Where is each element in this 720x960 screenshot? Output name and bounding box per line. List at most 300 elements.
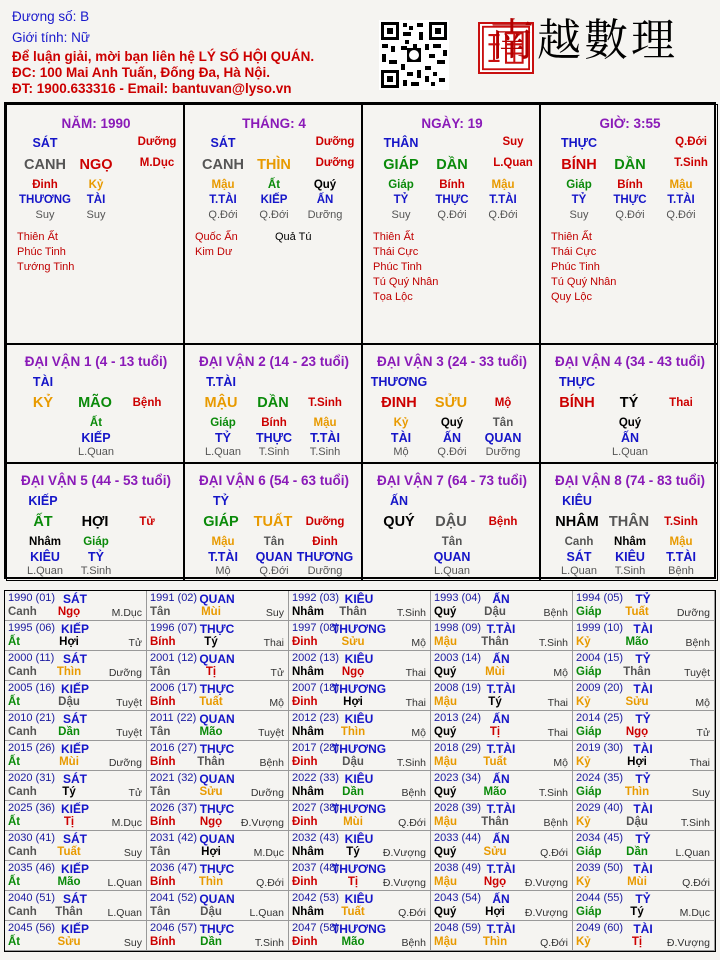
header	[0, 0, 720, 100]
year-chi: Tị	[205, 666, 217, 678]
pillar-h3-0: Q.Đới	[208, 209, 238, 221]
year-god: T.TÀI	[486, 742, 516, 756]
year-chi: Tị	[489, 726, 501, 738]
dai-van-god: THƯƠNG	[370, 375, 428, 389]
dai-van-cell	[184, 463, 362, 581]
pillar-title: GIỜ: 3:55	[599, 116, 661, 131]
dai-van-h1-0: Kỷ	[393, 417, 409, 429]
year-stage: M.Dục	[111, 607, 142, 619]
year-cell	[5, 921, 147, 951]
year-god: THƯƠNG	[331, 922, 387, 936]
year-stage: Suy	[123, 847, 142, 859]
dai-van-stage: T.Sinh	[308, 397, 342, 409]
dai-van-h2-1: QUAN	[433, 550, 471, 564]
year-label: 2006 (17)	[150, 682, 198, 694]
year-label: 2043 (54)	[434, 892, 482, 904]
year-stage: Đ.Vượng	[382, 877, 426, 889]
year-label: 2013 (24)	[434, 712, 482, 724]
year-cell	[147, 801, 289, 831]
year-cell	[573, 681, 715, 711]
year-label: 2041 (52)	[150, 892, 198, 904]
dai-van-stage: Bệnh	[132, 397, 162, 409]
year-cell	[573, 831, 715, 861]
dai-van-h2-1: ẤN	[620, 431, 640, 445]
pillar-h2-1: TÀI	[86, 194, 106, 206]
year-cell	[573, 921, 715, 951]
dai-van-h3-1: Q.Đới	[259, 565, 289, 577]
year-cell	[5, 891, 147, 921]
pillar-mid-2: M.Dục	[139, 157, 175, 169]
star-note: Tọa Lộc	[373, 291, 413, 303]
star-note: Thái Cực	[551, 246, 597, 258]
year-chi: Sửu	[57, 936, 81, 948]
dai-van-h3-2: Bệnh	[668, 565, 694, 577]
star-note: Thái Cực	[373, 246, 419, 258]
dai-van-can: GIÁP	[203, 514, 239, 530]
year-label: 2037 (48)	[292, 862, 340, 874]
year-cell	[147, 651, 289, 681]
dai-van-can: NHÂM	[555, 514, 599, 530]
dai-van-h1-2: Mậu	[669, 536, 693, 548]
address-line: ĐC: 100 Mai Anh Tuấn, Đống Đa, Hà Nội.	[12, 65, 271, 80]
dai-van-cell	[540, 463, 718, 581]
year-label: 2009 (20)	[576, 682, 624, 694]
year-stage: Đ.Vượng	[240, 817, 284, 829]
year-stage: Thai	[405, 667, 426, 679]
year-stage: L.Quan	[107, 877, 142, 889]
year-can: Đinh	[292, 636, 318, 648]
year-can: Quý	[434, 786, 457, 798]
dai-van-can: ĐINH	[381, 395, 417, 411]
year-can: Canh	[8, 606, 37, 618]
pillar-top-0: SÁT	[32, 136, 58, 150]
year-can: Giáp	[576, 726, 602, 738]
year-stage: Q.Đới	[398, 817, 426, 829]
year-god: TÀI	[633, 802, 653, 816]
year-god: ẤN	[492, 772, 510, 786]
year-god: SÁT	[63, 712, 87, 726]
year-label: 1998 (09)	[434, 622, 482, 634]
year-label: 2021 (32)	[150, 772, 198, 784]
year-cell	[431, 801, 573, 831]
year-label: 2046 (57)	[150, 922, 198, 934]
dai-van-chi: TUẤT	[253, 514, 293, 530]
year-cell	[147, 621, 289, 651]
dai-van-cell	[6, 463, 184, 581]
year-god: THƯƠNG	[331, 742, 387, 756]
year-cell	[147, 591, 289, 621]
pillar-h3-2: Q.Đới	[488, 209, 518, 221]
year-can: Mậu	[434, 696, 457, 708]
pillar-h1-1: Kỷ	[88, 179, 104, 191]
year-stage: Tử	[128, 637, 142, 649]
year-label: 1997 (08)	[292, 622, 340, 634]
year-cell	[431, 861, 573, 891]
year-can: Tân	[150, 606, 171, 618]
year-label: 2001 (12)	[150, 652, 198, 664]
pillar-h3-1: Q.Đới	[615, 209, 645, 221]
year-chi: Tý	[346, 846, 360, 858]
dai-van-cell	[540, 344, 718, 463]
year-god: KIẾP	[60, 682, 90, 696]
dai-van-cell	[362, 463, 540, 581]
year-label: 1995 (06)	[8, 622, 56, 634]
year-chi: Thân	[481, 636, 509, 648]
year-stage: Bệnh	[543, 817, 568, 829]
year-stage: Dưỡng	[108, 667, 142, 679]
dai-van-god: TỶ	[213, 494, 229, 508]
year-can: Kỷ	[576, 696, 591, 708]
year-stage: Tuyệt	[258, 727, 284, 739]
year-chi: Tý	[62, 786, 76, 798]
year-chi: Dần	[342, 786, 364, 798]
year-stage: Tuyệt	[116, 697, 142, 709]
year-label: 2027 (38)	[292, 802, 340, 814]
star-note: Thiên Ất	[373, 231, 414, 243]
year-chi: Dậu	[200, 906, 222, 918]
dai-van-h2-2: THƯƠNG	[296, 550, 354, 564]
dai-van-h1-1: Tân	[441, 536, 463, 548]
pillar-top-2: Dưỡng	[137, 136, 177, 148]
year-stage: Q.Đới	[398, 907, 426, 919]
year-can: Canh	[8, 906, 37, 918]
year-cell	[573, 861, 715, 891]
year-chi: Dần	[58, 726, 80, 738]
pillar-h2-1: KIẾP	[260, 194, 288, 206]
year-can: Bính	[150, 696, 176, 708]
year-chi: Tý	[488, 696, 502, 708]
pillar-cell	[184, 104, 362, 344]
year-chi: Dần	[626, 846, 648, 858]
year-cell	[289, 741, 431, 771]
year-stage: Dưỡng	[108, 757, 142, 769]
dai-van-h1-1: Giáp	[83, 536, 109, 548]
dai-van-h3-1: T.Sinh	[614, 565, 646, 577]
year-can: Ất	[8, 936, 21, 948]
year-label: 2044 (55)	[576, 892, 624, 904]
year-cell	[573, 711, 715, 741]
pillar-title: THÁNG: 4	[242, 116, 306, 131]
year-god: TÀI	[633, 622, 653, 636]
year-god: QUAN	[199, 712, 235, 726]
year-chi: Ngọ	[199, 816, 223, 828]
year-stage: Thai	[547, 697, 568, 709]
year-chi: Hợi	[201, 846, 221, 858]
year-label: 2022 (33)	[292, 772, 340, 784]
year-god: T.TÀI	[486, 622, 516, 636]
year-stage: L.Quan	[675, 847, 710, 859]
year-chi: Thìn	[624, 786, 650, 798]
year-can: Đinh	[292, 816, 318, 828]
year-chi: Sửu	[341, 636, 365, 648]
dai-van-title: ĐẠI VẬN 2 (14 - 23 tuổi)	[198, 354, 350, 369]
dai-van-h2-1: QUAN	[255, 550, 293, 564]
year-cell	[431, 771, 573, 801]
year-chi: Tị	[347, 876, 359, 888]
phone-email-line: ĐT: 1900.633316 - Email: bantuvan@lyso.vn	[12, 81, 292, 96]
year-can: Kỷ	[576, 756, 591, 768]
year-can: Canh	[8, 786, 37, 798]
year-god: THƯƠNG	[331, 862, 387, 876]
year-god: SÁT	[63, 652, 87, 666]
year-stage: Bệnh	[685, 637, 710, 649]
star-note: Kim Dư	[195, 246, 233, 258]
year-label: 2023 (34)	[434, 772, 482, 784]
year-label: 2034 (45)	[576, 832, 624, 844]
year-stage: Mộ	[553, 757, 568, 769]
year-cell	[431, 711, 573, 741]
dai-van-h2-1: ẤN	[442, 431, 462, 445]
year-can: Quý	[434, 846, 457, 858]
year-cell	[147, 771, 289, 801]
dai-van-title: ĐẠI VẬN 7 (64 - 73 tuổi)	[376, 473, 528, 488]
dai-van-title: ĐẠI VẬN 5 (44 - 53 tuổi)	[20, 473, 172, 488]
year-cell	[289, 651, 431, 681]
year-stage: Q.Đới	[540, 847, 568, 859]
year-label: 2036 (47)	[150, 862, 198, 874]
year-can: Mậu	[434, 816, 457, 828]
year-label: 2003 (14)	[434, 652, 482, 664]
dai-van-h1-1: Tân	[263, 536, 285, 548]
year-god: KIẾP	[60, 622, 90, 636]
year-chi: Tuất	[483, 756, 507, 768]
year-cell	[289, 681, 431, 711]
dai-van-stage: T.Sinh	[664, 516, 698, 528]
year-chi: Ngọ	[483, 876, 507, 888]
year-god: TÀI	[633, 682, 653, 696]
year-chi: Mùi	[59, 756, 79, 768]
year-cell	[5, 621, 147, 651]
year-chi: Ngọ	[57, 606, 81, 618]
year-can: Quý	[434, 606, 457, 618]
year-label: 2007 (18)	[292, 682, 340, 694]
year-cell	[431, 921, 573, 951]
year-can: Kỷ	[576, 636, 591, 648]
year-can: Ất	[8, 756, 21, 768]
dai-van-god: ẤN	[389, 494, 409, 508]
year-cell	[5, 681, 147, 711]
brand-first-char: 南	[490, 15, 537, 66]
dai-van-h3-2: Dưỡng	[307, 565, 343, 577]
year-god: KIÊU	[344, 652, 374, 666]
year-stage: Bệnh	[401, 787, 426, 799]
year-can: Bính	[150, 876, 176, 888]
year-stage: Q.Đới	[682, 877, 710, 889]
year-stage: L.Quan	[107, 907, 142, 919]
year-god: T.TÀI	[486, 862, 516, 876]
year-cell	[573, 591, 715, 621]
year-stage: Đ.Vượng	[524, 907, 568, 919]
year-god: TỶ	[635, 592, 651, 606]
year-chi: Mùi	[627, 876, 647, 888]
year-label: 2039 (50)	[576, 862, 624, 874]
year-god: QUAN	[199, 892, 235, 906]
year-label: 2000 (11)	[8, 652, 55, 664]
annual-luck-table	[4, 590, 716, 952]
year-god: ẤN	[492, 892, 510, 906]
year-god: KIẾP	[60, 862, 90, 876]
pillar-mid-0: BÍNH	[561, 157, 597, 173]
year-cell	[5, 591, 147, 621]
dai-van-h3-1: Q.Đới	[437, 446, 467, 458]
year-label: 2016 (27)	[150, 742, 198, 754]
pillar-top-2: Q.Đới	[675, 136, 707, 148]
year-stage: Thai	[263, 637, 284, 649]
year-can: Tân	[150, 786, 171, 798]
pillar-h1-1: Bính	[617, 179, 643, 191]
year-chi: Mùi	[485, 666, 505, 678]
year-chi: Tý	[204, 636, 218, 648]
year-can: Quý	[434, 666, 457, 678]
year-can: Giáp	[576, 606, 602, 618]
year-cell	[289, 891, 431, 921]
year-chi: Hợi	[59, 636, 79, 648]
year-label: 2020 (31)	[8, 772, 56, 784]
year-cell	[431, 741, 573, 771]
year-label: 2025 (36)	[8, 802, 56, 814]
year-god: THỰC	[199, 622, 235, 636]
star-note: Phúc Tinh	[17, 246, 66, 258]
year-can: Đinh	[292, 876, 318, 888]
year-label: 2026 (37)	[150, 802, 198, 814]
year-chi: Dậu	[626, 816, 648, 828]
dai-van-h1-1: Ất	[89, 417, 103, 429]
dai-van-can: KỶ	[32, 395, 54, 411]
year-stage: Đ.Vượng	[382, 847, 426, 859]
year-chi: Dậu	[58, 696, 80, 708]
year-cell	[289, 711, 431, 741]
year-can: Bính	[150, 936, 176, 948]
pillar-mid-2: T.Sinh	[674, 157, 708, 169]
year-stage: Dưỡng	[676, 607, 710, 619]
dai-van-title: ĐẠI VẬN 1 (4 - 13 tuổi)	[24, 354, 168, 369]
year-can: Ất	[8, 696, 21, 708]
year-cell	[147, 891, 289, 921]
year-god: TÀI	[633, 922, 653, 936]
year-stage: Bệnh	[543, 607, 568, 619]
year-can: Ất	[8, 876, 21, 888]
year-chi: Dậu	[484, 606, 506, 618]
pillar-h2-2: T.TÀI	[667, 194, 695, 206]
year-cell	[5, 711, 147, 741]
dai-van-h2-1: THỰC	[255, 431, 293, 445]
year-god: TỶ	[635, 712, 651, 726]
year-label: 1990 (01)	[8, 592, 56, 604]
dai-van-h2-0: T.TÀI	[208, 550, 238, 564]
year-chi: Ngọ	[625, 726, 649, 738]
year-can: Nhâm	[292, 906, 324, 918]
pillars-chart	[4, 102, 716, 579]
dai-van-h2-0: SÁT	[566, 550, 592, 564]
year-god: KIÊU	[344, 712, 374, 726]
year-label: 2005 (16)	[8, 682, 56, 694]
pillar-mid-2: Dưỡng	[315, 157, 355, 169]
year-cell	[5, 801, 147, 831]
year-cell	[147, 711, 289, 741]
star-note: Thiên Ất	[17, 231, 58, 243]
year-label: 2032 (43)	[292, 832, 340, 844]
year-god: KIẾP	[60, 802, 90, 816]
dai-van-h3-1: T.Sinh	[80, 565, 112, 577]
pillar-mid-0: CANH	[202, 157, 244, 173]
year-stage: T.Sinh	[254, 937, 284, 949]
year-stage: Suy	[123, 937, 142, 949]
dai-van-h3-0: L.Quan	[560, 565, 598, 577]
year-chi: Mão	[341, 936, 365, 948]
pillar-h2-1: THỰC	[435, 194, 469, 206]
dai-van-h1-1: Quý	[440, 417, 464, 429]
pillar-mid-0: GIÁP	[383, 157, 419, 173]
year-stage: Thai	[689, 757, 710, 769]
year-stage: Tuyệt	[116, 727, 142, 739]
pillar-h2-0: TỶ	[571, 194, 587, 206]
year-chi: Tị	[631, 936, 643, 948]
pillar-h3-1: Q.Đới	[259, 209, 289, 221]
pillar-top-0: THÂN	[383, 136, 419, 150]
year-can: Ất	[8, 636, 21, 648]
year-god: THỰC	[199, 682, 235, 696]
year-cell	[573, 621, 715, 651]
year-cell	[573, 771, 715, 801]
year-stage: Bệnh	[401, 937, 426, 949]
pillar-cell	[6, 104, 184, 344]
dai-van-h3-1: L.Quan	[77, 446, 115, 458]
year-chi: Thìn	[198, 876, 224, 888]
dai-van-chi: MÃO	[78, 395, 112, 411]
year-stage: T.Sinh	[538, 787, 568, 799]
dai-van-title: ĐẠI VẬN 8 (74 - 83 tuổi)	[554, 473, 706, 488]
year-label: 2002 (13)	[292, 652, 340, 664]
year-god: THỰC	[199, 802, 235, 816]
year-god: THỰC	[199, 862, 235, 876]
year-chi: Sửu	[483, 846, 507, 858]
year-cell	[289, 591, 431, 621]
dai-van-h2-1: KIẾP	[81, 431, 111, 445]
star-note: Quy Lộc	[551, 291, 592, 303]
year-god: ẤN	[492, 592, 510, 606]
year-stage: Suy	[691, 787, 710, 799]
year-can: Nhâm	[292, 726, 324, 738]
star-note: Tướng Tinh	[17, 261, 75, 273]
qr-code-icon	[379, 20, 449, 90]
year-cell	[147, 681, 289, 711]
year-god: TÀI	[633, 742, 653, 756]
year-label: 2040 (51)	[8, 892, 56, 904]
dai-van-h1-0: Mậu	[211, 536, 235, 548]
gender: Giới tính: Nữ	[12, 30, 90, 45]
year-can: Tân	[150, 906, 171, 918]
pillar-h2-1: THỰC	[613, 194, 647, 206]
year-god: SÁT	[63, 832, 87, 846]
year-cell	[431, 831, 573, 861]
year-stage: M.Dục	[111, 817, 142, 829]
year-stage: Q.Đới	[256, 877, 284, 889]
year-stage: T.Sinh	[538, 637, 568, 649]
year-stage: Mộ	[411, 727, 426, 739]
year-chi: Thìn	[340, 726, 366, 738]
year-stage: T.Sinh	[396, 757, 426, 769]
year-god: KIẾP	[60, 922, 90, 936]
dai-van-h2-2: T.TÀI	[666, 550, 696, 564]
year-chi: Thân	[197, 756, 225, 768]
year-god: T.TÀI	[486, 922, 516, 936]
year-can: Bính	[150, 756, 176, 768]
dai-van-h3-1: L.Quan	[433, 565, 471, 577]
dai-van-h2-2: QUAN	[484, 431, 522, 445]
year-chi: Dậu	[342, 756, 364, 768]
dai-van-h2-1: KIÊU	[615, 550, 645, 564]
year-can: Ất	[8, 816, 21, 828]
